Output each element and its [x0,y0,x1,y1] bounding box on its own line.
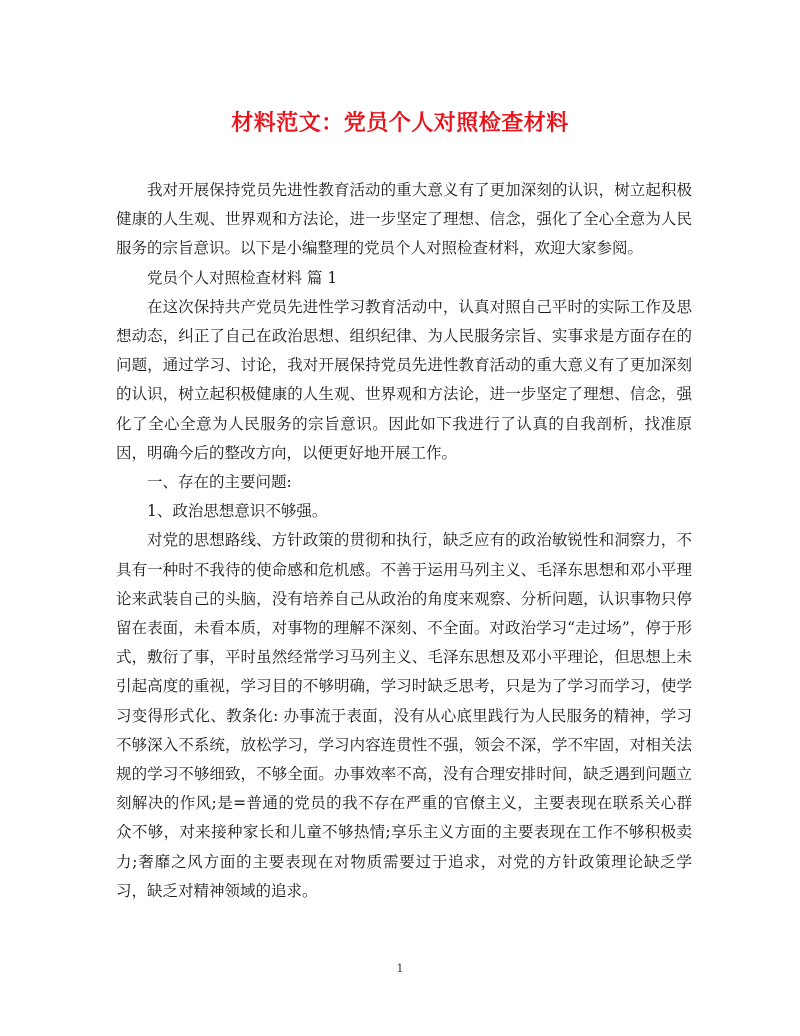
political-awareness-paragraph: 对党的思想路线、方针政策的贯彻和执行，缺乏应有的政治敏锐性和洞察力，不具有一种时不我待的使命感和危机感。不善于运用马列主义、毛泽东思想和邓小平理论来武装自己的头脑，没有培养自己从政治的角度来观察、分析问题，认识事物只停留在表面，未看本质，对事物的理解不深刻、不全面。对政治学习“走过场”，停于形式，敷衍了事，平时虽然经常学习马列主义、毛泽东思想及邓小平理论，但思想上未引起高度的重视，学习目的不够明确，学习时缺乏思考，只是为了学习而学习，使学习变得形式化、教条化: 办事流于表面，没有从心底里践行为人民服务的精神，学习不够深入不系统，放松学习，学习内容连贯性不强，领会不深，学不牢固，对相关法规的学习不够细致，不够全面。办事效率不高，没有合理安排时间，缺乏遇到问题立刻解决的作风;是=普通的党员的我不存在严重的官僚主义，主要表现在联系关心群众不够，对来接种家长和儿童不够热情;享乐主义方面的主要表现在工作不够积极卖力;奢靡之风方面的主要表现在对物质需要过于追求，对党的方针政策理论缺乏学习，缺乏对精神领域的追求。 [116,531,692,900]
section-heading-main-problems: 一、存在的主要问题: [147,473,292,492]
section-heading-part-1: 党员个人对照检查材料 篇 1 [147,268,338,287]
document-title: 材料范文：党员个人对照检查材料 [231,110,569,136]
self-review-paragraph: 在这次保持共产党员先进性学习教育活动中，认真对照自己平时的实际工作及思想动态，纠正了自己在政治思想、组织纪律、为人民服务宗旨、实事求是方面存在的问题，通过学习、讨论，我对开展保持党员先进性教育活动的重大意义有了更加深刻的认识，树立起积极健康的人生观、世界观和方法论，进一步坚定了理想、信念，强化了全心全意为人民服务的宗旨意识。因此如下我进行了认真的自我剖析，找准原因，明确今后的整改方向，以便更好地开展工作。 [116,297,692,462]
page-number: 1 [396,962,404,975]
document-body [116,176,692,906]
intro-paragraph: 我对开展保持党员先进性教育活动的重大意义有了更加深刻的认识，树立起积极健康的人生观、世界观和方法论，进一步坚定了理想、信念，强化了全心全意为人民服务的宗旨意识。以下是小编整理的党员个人对照检查材料，欢迎大家参阅。 [116,181,692,258]
subsection-heading-political-awareness: 1、政治思想意识不够强。 [147,502,328,521]
